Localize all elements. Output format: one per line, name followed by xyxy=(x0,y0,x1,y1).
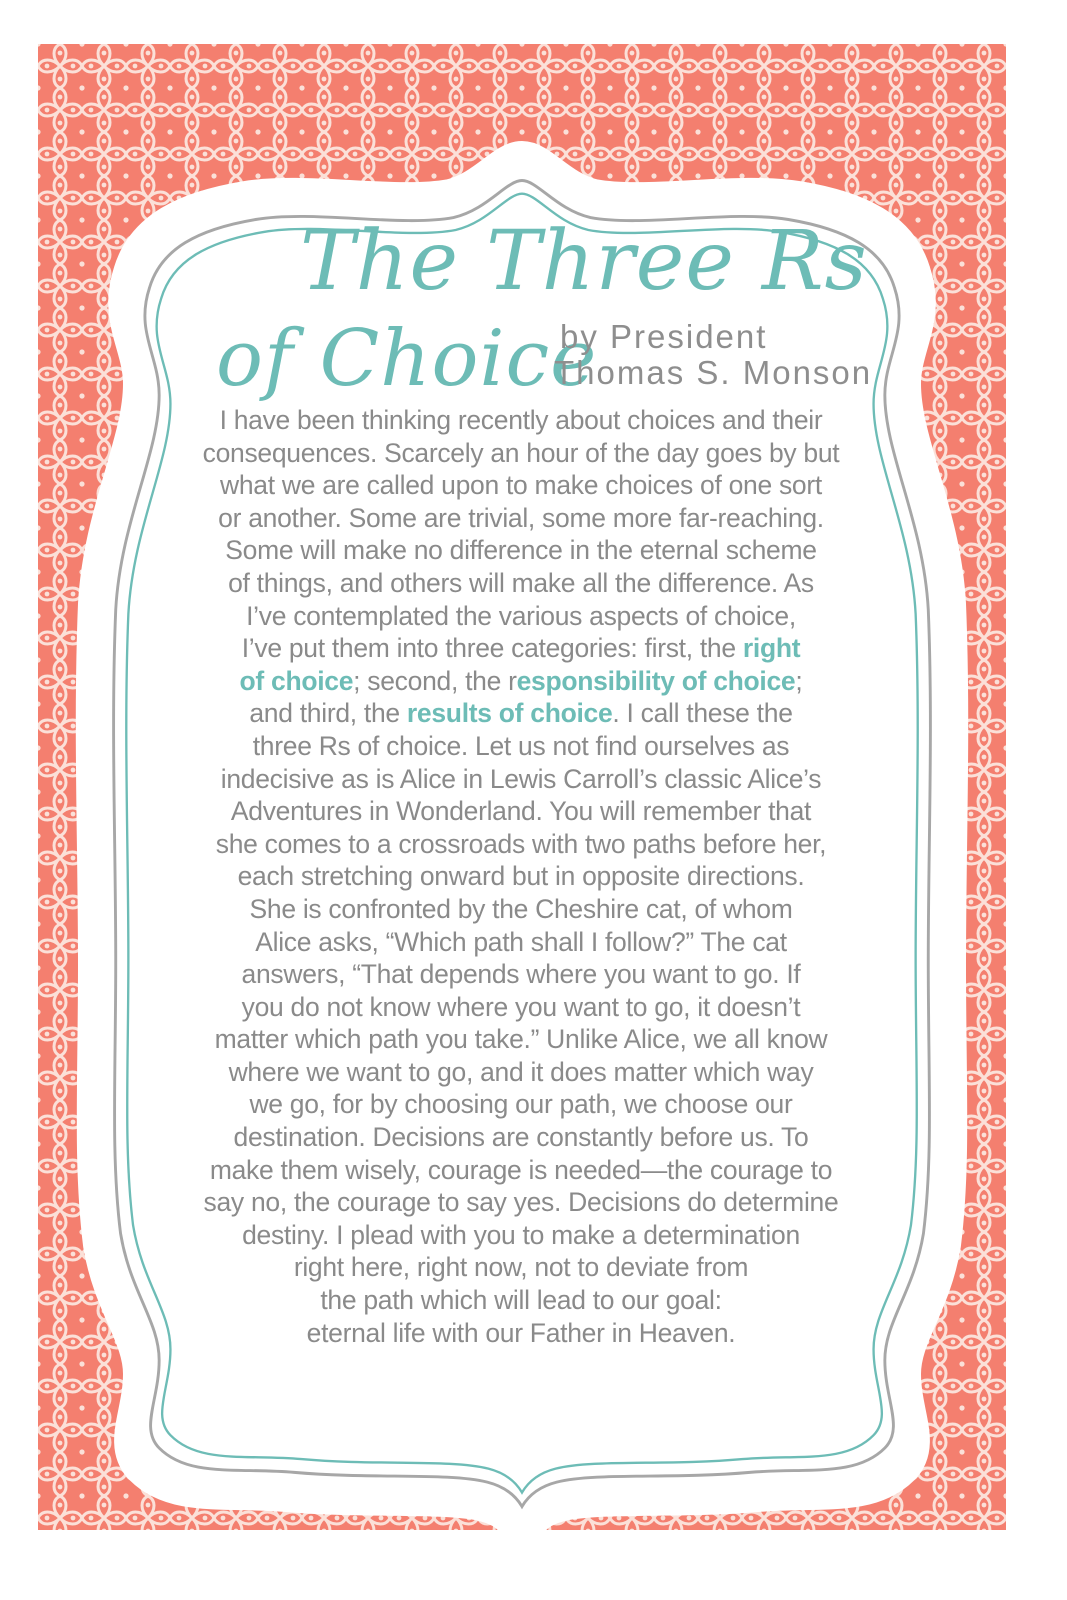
body-line: what we are called upon to make choices of one sort xyxy=(220,470,822,501)
body-text-segment: I’ve put them into three categories: first, the xyxy=(241,633,743,664)
title-line-1: The Three Rs xyxy=(300,214,868,309)
body-line xyxy=(156,697,886,730)
byline-line-1: by President xyxy=(560,318,768,355)
body-line: of things, and others will make all the difference. As xyxy=(228,567,814,598)
body-text-segment: . I call these the xyxy=(612,698,793,729)
body-line: right here, right now, not to deviate from xyxy=(293,1252,749,1283)
body-text-segment: ; second, the r xyxy=(353,665,517,696)
body-line: we go, for by choosing our path, we choose our xyxy=(249,1089,793,1120)
body-line: answers, “That depends where you want to go. If xyxy=(241,959,801,990)
body-line: destiny. I plead with you to make a determination xyxy=(242,1219,800,1250)
body-line: Adventures in Wonderland. You will remember that xyxy=(230,796,812,827)
body-line: Alice asks, “Which path shall I follow?” The cat xyxy=(255,926,787,957)
byline-author: Thomas S. Monson xyxy=(554,354,873,391)
body-line: say no, the courage to say yes. Decisions do determine xyxy=(203,1187,839,1218)
body-line: eternal life with our Father in Heaven. xyxy=(306,1317,736,1348)
body-line: destination. Decisions are constantly before us. To xyxy=(233,1122,809,1153)
body-line: each stretching onward but in opposite directions. xyxy=(237,861,805,892)
highlight-results: results of choice xyxy=(406,698,613,729)
body-line: I have been thinking recently about choices and their xyxy=(219,405,823,435)
body-line: Some will make no difference in the eternal scheme xyxy=(225,535,817,566)
highlight-of-choice: of choice xyxy=(239,665,354,696)
quote-card xyxy=(38,44,1006,1530)
body-line: she comes to a crossroads with two paths before her, xyxy=(215,828,827,859)
highlight-responsibility: esponsibility of choice xyxy=(516,665,796,696)
quote-body xyxy=(156,404,886,1349)
body-text-segment: ; xyxy=(795,665,803,696)
body-line: I’ve contemplated the various aspects of choice, xyxy=(246,600,796,631)
highlight-right: right xyxy=(742,633,801,664)
body-line: or another. Some are trivial, some more far-reaching. xyxy=(218,502,824,533)
body-line xyxy=(156,665,886,698)
body-line: indecisive as is Alice in Lewis Carroll’s classic Alice’s xyxy=(220,763,822,794)
body-text-segment: and third, the xyxy=(249,698,407,729)
body-line: consequences. Scarcely an hour of the day goes by but xyxy=(202,437,840,468)
body-line: the path which will lead to our goal: xyxy=(320,1285,722,1316)
body-line: you do not know where you want to go, it doesn’t xyxy=(241,991,801,1022)
body-line: matter which path you take.” Unlike Alice, we all know xyxy=(214,1024,828,1055)
title-block xyxy=(38,44,1006,444)
body-line: three Rs of choice. Let us not find ourselves as xyxy=(252,730,790,761)
body-line xyxy=(156,632,886,665)
title-line-2: of Choice xyxy=(216,314,598,404)
body-line: She is confronted by the Cheshire cat, of whom xyxy=(249,893,793,924)
body-line: where we want to go, and it does matter which way xyxy=(228,1056,814,1087)
body-line: make them wisely, courage is needed—the courage to xyxy=(209,1154,833,1185)
